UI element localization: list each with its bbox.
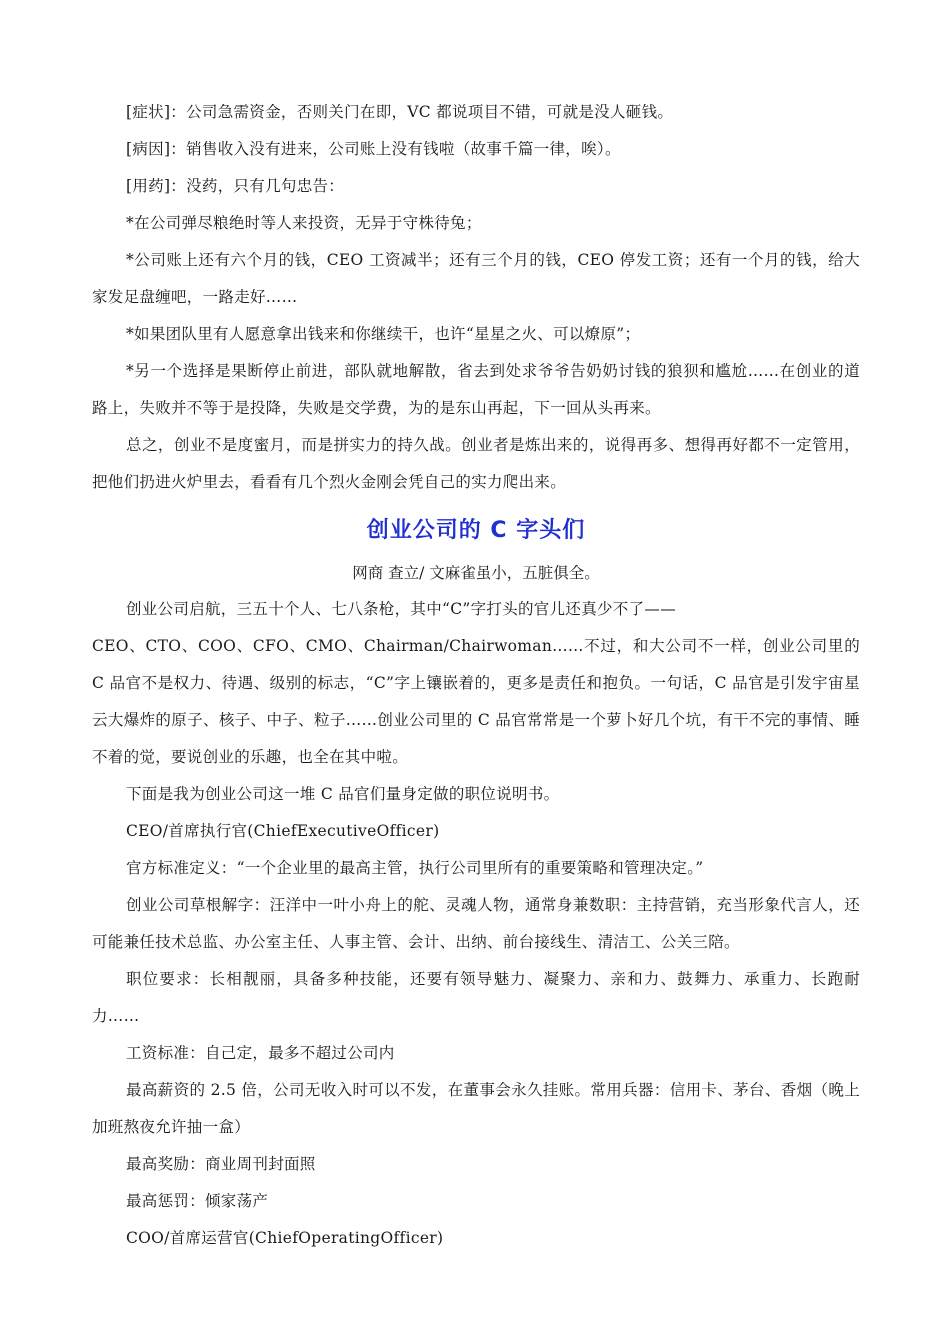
paragraph-conclusion: 总之，创业不是度蜜月，而是拼实力的持久战。创业者是炼出来的，说得再多、想得再好都不一定管用，把他们扔进火炉里去，看看有几个烈火金刚会凭自己的实力爬出来。 — [92, 436, 860, 491]
paragraph-remedy: [用药]：没药，只有几句忠告： — [126, 177, 345, 195]
paragraph: 创业公司草根解字：汪洋中一叶小舟上的舵、灵魂人物，通常身兼数职：主持营销，充当形象代言人，还可能兼任技术总监、办公室主任、人事主管、会计、出纳、前台接线生、清洁工、公关三陪。 — [92, 896, 860, 951]
document-page — [92, 94, 860, 1257]
paragraph: 职位要求：长相靓丽，具备多种技能，还要有领导魅力、凝聚力、亲和力、鼓舞力、承重力、长跑耐力…… — [92, 970, 860, 1025]
article-title: 创业公司的 C 字头们 — [366, 518, 586, 543]
paragraph-symptom: [症状]：公司急需资金，否则关门在即，VC 都说项目不错，可就是没人砸钱。 — [126, 103, 674, 121]
paragraph: 官方标准定义：“一个企业里的最高主管，执行公司里所有的重要策略和管理决定。” — [126, 859, 704, 877]
paragraph: 创业公司启航，三五十个人、七八条枪，其中“C”字打头的官儿还真少不了—— — [126, 600, 677, 618]
paragraph-cause: [病因]：销售收入没有进来，公司账上没有钱啦（故事千篇一律，唉）。 — [126, 140, 621, 158]
advice-item: *如果团队里有人愿意拿出钱来和你继续干，也许“星星之火、可以燎原”； — [126, 325, 641, 343]
paragraph: 最高奖励：商业周刊封面照 — [126, 1155, 316, 1173]
section-heading-coo: COO/首席运营官(ChiefOperatingOfficer) — [126, 1229, 444, 1247]
advice-item: *在公司弹尽粮绝时等人来投资，无异于守株待兔； — [126, 214, 482, 232]
section-heading-ceo: CEO/首席执行官(ChiefExecutiveOfficer) — [126, 822, 440, 840]
paragraph: CEO、CTO、COO、CFO、CMO、Chairman/Chairwoman……不过，和大公司不一样，创业公司里的 C 品官不是权力、待遇、级别的标志，“C”字上镶嵌着的，更多是责任和抱负。一句话，C 品官是引发宇宙星云大爆炸的原子、核子、中子、粒子……创业公司里的 C 品官常常是一个萝卜好几个坑，有干不完的事情、睡不着的觉，要说创业的乐趣，也全在其中啦。 — [92, 637, 860, 766]
advice-item: *另一个选择是果断停止前进，部队就地解散，省去到处求爷爷告奶奶讨钱的狼狈和尴尬……在创业的道路上，失败并不等于是投降，失败是交学费，为的是东山再起，下一回从头再来。 — [92, 362, 860, 417]
paragraph: 工资标准：自己定，最多不超过公司内 — [126, 1044, 395, 1062]
paragraph: 最高惩罚：倾家荡产 — [126, 1192, 269, 1210]
advice-item: *公司账上还有六个月的钱，CEO 工资减半；还有三个月的钱，CEO 停发工资；还有一个月的钱，给大家发足盘缠吧，一路走好…… — [92, 251, 860, 306]
paragraph: 最高薪资的 2.5 倍，公司无收入时可以不发，在董事会永久挂账。常用兵器：信用卡、茅台、香烟（晚上加班熬夜允许抽一盒） — [92, 1081, 860, 1136]
paragraph: 下面是我为创业公司这一堆 C 品官们量身定做的职位说明书。 — [126, 785, 560, 803]
article-byline: 网商 查立/ 文麻雀虽小，五脏俱全。 — [352, 564, 600, 582]
